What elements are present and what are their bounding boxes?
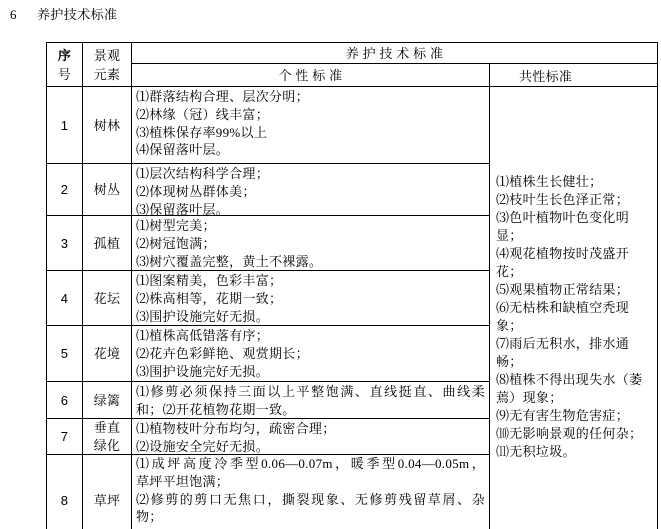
- row-5-standard-line-1: ⑴植株高低错落有序；: [136, 328, 270, 343]
- row-4-number: 4: [47, 271, 83, 326]
- row-1-standard-line-2: ⑵林缘（冠）线丰富；: [136, 106, 270, 122]
- common-line-6: 花；: [496, 264, 523, 279]
- row-5-standard-line-3: ⑶围护设施完好无损。: [136, 363, 270, 379]
- row-3-element: [83, 216, 132, 271]
- row-2-standard-line-2: ⑵体现树丛群体美；: [136, 183, 256, 199]
- common-line-13: 蔫）现象；: [496, 390, 563, 405]
- header-individual-label: 个 性 标 准: [278, 67, 343, 83]
- row-2-element: [83, 164, 132, 216]
- common-line-1: ⑴植株生长健壮；: [496, 174, 603, 189]
- row-6-standard-line-1: ⑴修剪必须保持三面以上平整饱满、直线挺直、曲线柔: [136, 384, 485, 399]
- row-6-element: [83, 382, 132, 419]
- row-8-individual-standard: [132, 455, 490, 529]
- row-1-element: [83, 87, 132, 164]
- row-5-number: 5: [47, 326, 83, 382]
- row-7-element-label-line2: 绿化: [93, 437, 121, 453]
- common-line-11: 畅；: [496, 354, 523, 369]
- row-4-standard-line-1: ⑴图案精美，色彩丰富；: [136, 273, 283, 288]
- row-6-number: 6: [47, 382, 83, 419]
- row-7-element: [83, 419, 132, 455]
- row-6-individual-standard: [132, 382, 490, 419]
- row-5-standard-line-2: ⑵花卉色彩鲜艳、观赏期长；: [136, 345, 309, 361]
- common-line-7: ⑸观果植物正常结果；: [496, 282, 630, 297]
- common-standard: [490, 87, 658, 529]
- header-seq-line2: 号: [57, 66, 72, 82]
- row-5-individual-standard: [132, 326, 490, 382]
- row-2-standard-line-1: ⑴层次结构科学合理；: [136, 166, 270, 181]
- row-1-individual-standard: [132, 87, 490, 164]
- row-3-individual-standard: [132, 216, 490, 271]
- header-common: [490, 64, 658, 87]
- row-2-standard-line-3: ⑶保留落叶层。: [136, 201, 230, 217]
- common-line-8: ⑹无枯株和缺植空秃现: [496, 300, 630, 315]
- row-1-element-label: 树林: [93, 117, 121, 133]
- section-title: 养护技术标准: [37, 7, 118, 22]
- row-7-standard-line-2: ⑵设施安全完好无损。: [136, 438, 270, 454]
- row-3-standard-line-1: ⑴树型完美；: [136, 218, 216, 233]
- row-8-standard-line-2: 草坪平坦饱满；: [136, 473, 230, 489]
- row-5-element-label: 花境: [93, 346, 121, 361]
- row-8-standard-line-1: ⑴成坪高度冷季型0.06—0.07m，暖季型0.04—0.05m，: [136, 456, 485, 471]
- row-8-element: [83, 455, 132, 529]
- common-line-4: 显；: [496, 228, 523, 243]
- header-seq: [47, 43, 83, 87]
- row-1-standard-line-1: ⑴群落结构合理、层次分明；: [136, 89, 309, 104]
- row-3-standard-line-3: ⑶树穴覆盖完整，黄土不裸露。: [136, 253, 323, 269]
- row-8-number: 8: [47, 455, 83, 529]
- row-1-standard-line-3: ⑶植株保存率99%以上: [136, 124, 268, 140]
- row-2-individual-standard: [132, 164, 490, 216]
- row-4-standard-line-3: ⑶围护设施完好无损。: [136, 308, 270, 324]
- row-8-element-label: 草坪: [93, 493, 121, 508]
- row-7-number: 7: [47, 419, 83, 455]
- row-7-standard-line-1: ⑴植物枝叶分布均匀，疏密合理；: [136, 421, 336, 436]
- row-6-standard-line-2: 和；⑵开花植物花期一致。: [136, 401, 296, 417]
- row-2-element-label: 树丛: [93, 182, 121, 197]
- row-4-element: [83, 271, 132, 326]
- row-4-element-label: 花坛: [93, 290, 121, 306]
- row-1-standard-line-4: ⑷保留落叶层。: [136, 142, 230, 158]
- row-4-standard-line-2: ⑵株高相等，花期一致；: [136, 290, 283, 306]
- common-line-16: ⑾无积垃圾。: [496, 444, 576, 459]
- row-8-standard-line-3: ⑵修剪的剪口无焦口，撕裂现象、无修剪残留草屑、杂: [136, 491, 485, 507]
- row-3-number: 3: [47, 216, 83, 271]
- common-line-2: ⑵枝叶生长色泽正常；: [496, 192, 630, 207]
- common-line-5: ⑷观花植物按时茂盛开: [496, 246, 630, 261]
- header-seq-line1: 序: [57, 47, 72, 63]
- header-individual: [132, 64, 490, 87]
- common-line-12: ⑻植株不得出现失水（萎: [496, 372, 643, 387]
- row-3-standard-line-2: ⑵树冠饱满；: [136, 235, 216, 251]
- common-line-9: 象；: [496, 318, 523, 333]
- row-1-number: 1: [47, 87, 83, 164]
- common-line-14: ⑼无有害生物危害症；: [496, 408, 630, 423]
- row-7-individual-standard: [132, 419, 490, 455]
- maintenance-standards-table: [46, 42, 658, 529]
- row-7-element-label-line1: 垂直: [93, 419, 121, 435]
- common-line-15: ⑽无影响景观的任何杂；: [496, 426, 643, 441]
- common-line-10: ⑺雨后无积水，排水通: [496, 336, 630, 351]
- common-line-3: ⑶色叶植物叶色变化明: [496, 210, 630, 225]
- row-3-element-label: 孤植: [93, 235, 121, 251]
- row-6-element-label: 绿篱: [93, 392, 121, 408]
- header-element-line1: 景观: [93, 47, 121, 63]
- header-common-label: 共性标准: [519, 68, 573, 84]
- header-element-line2: 元素: [93, 66, 121, 82]
- header-group: [132, 43, 658, 64]
- row-4-individual-standard: [132, 271, 490, 326]
- row-8-standard-line-4: 物；: [136, 509, 163, 525]
- row-2-number: 2: [47, 164, 83, 216]
- section-number: 6: [10, 7, 17, 22]
- row-5-element: [83, 326, 132, 382]
- header-element: [83, 43, 132, 87]
- header-group-label: 养 护 技 术 标 准: [345, 45, 444, 61]
